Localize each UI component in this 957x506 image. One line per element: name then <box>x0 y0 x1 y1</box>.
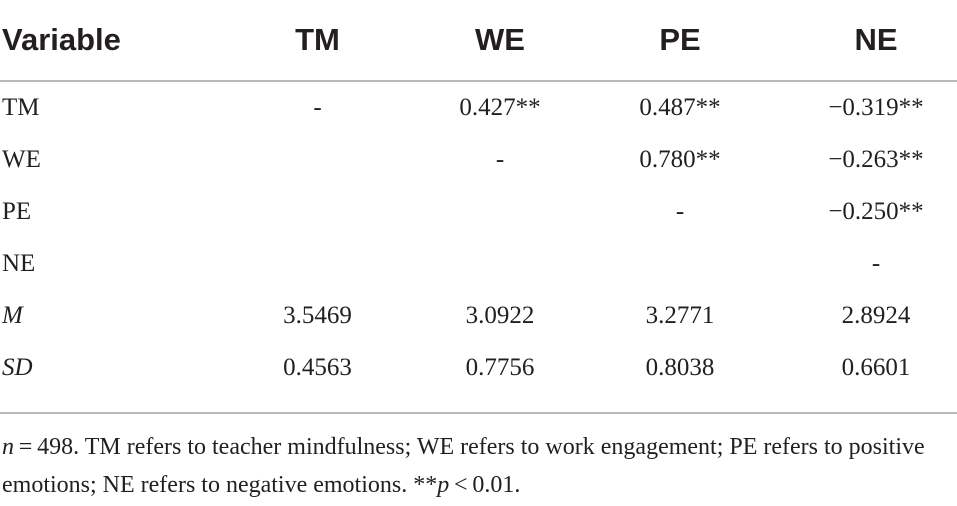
footnote-p-symbol: p <box>437 472 450 498</box>
table-cell: −0.319** <box>828 94 924 121</box>
row-label: PE <box>2 198 32 225</box>
table-row <box>0 134 957 186</box>
table-cell: 3.5469 <box>283 302 352 329</box>
row-label: NE <box>2 250 36 277</box>
footnote-p-value: < 0.01. <box>449 472 521 498</box>
table-cell: 0.6601 <box>841 354 911 381</box>
table-cell: 0.7756 <box>465 354 535 381</box>
table-cell: - <box>495 146 505 173</box>
table-row <box>0 82 957 134</box>
header-variable: Variable <box>2 22 121 57</box>
table-cell: 3.0922 <box>465 302 535 329</box>
table-row <box>0 238 957 290</box>
table-cell: 0.427** <box>459 94 541 121</box>
table-cell: 2.8924 <box>841 302 911 329</box>
table-row <box>0 342 957 394</box>
table-cell: −0.263** <box>828 146 924 173</box>
header-pe: PE <box>659 22 701 57</box>
row-label: TM <box>2 94 40 121</box>
table-cell: - <box>313 94 322 121</box>
header-tm: TM <box>295 22 340 57</box>
footnote-body: = 498. TM refers to teacher mindfulness; WE refers to work engagement; PE refers to positive emotions; NE refers to negative emotions. ** <box>2 434 925 498</box>
table-cell: - <box>675 198 685 225</box>
table-body <box>0 82 957 394</box>
table-footnote <box>2 428 952 504</box>
header-we: WE <box>475 22 525 57</box>
row-label: WE <box>2 146 41 173</box>
table-cell: 0.780** <box>639 146 721 173</box>
row-label: SD <box>2 354 33 381</box>
row-label: M <box>2 302 23 329</box>
table-bottom-rule <box>0 412 957 414</box>
table-header-row <box>0 0 957 82</box>
table-cell: 0.4563 <box>283 354 352 381</box>
footnote-n-symbol: n <box>2 434 14 460</box>
header-ne: NE <box>854 22 898 57</box>
table-cell: 0.487** <box>639 94 721 121</box>
table-cell: −0.250** <box>828 198 924 225</box>
table-cell: - <box>871 250 881 277</box>
table-row <box>0 186 957 238</box>
table-cell: 3.2771 <box>645 302 715 329</box>
table-cell: 0.8038 <box>645 354 715 381</box>
table-row <box>0 290 957 342</box>
